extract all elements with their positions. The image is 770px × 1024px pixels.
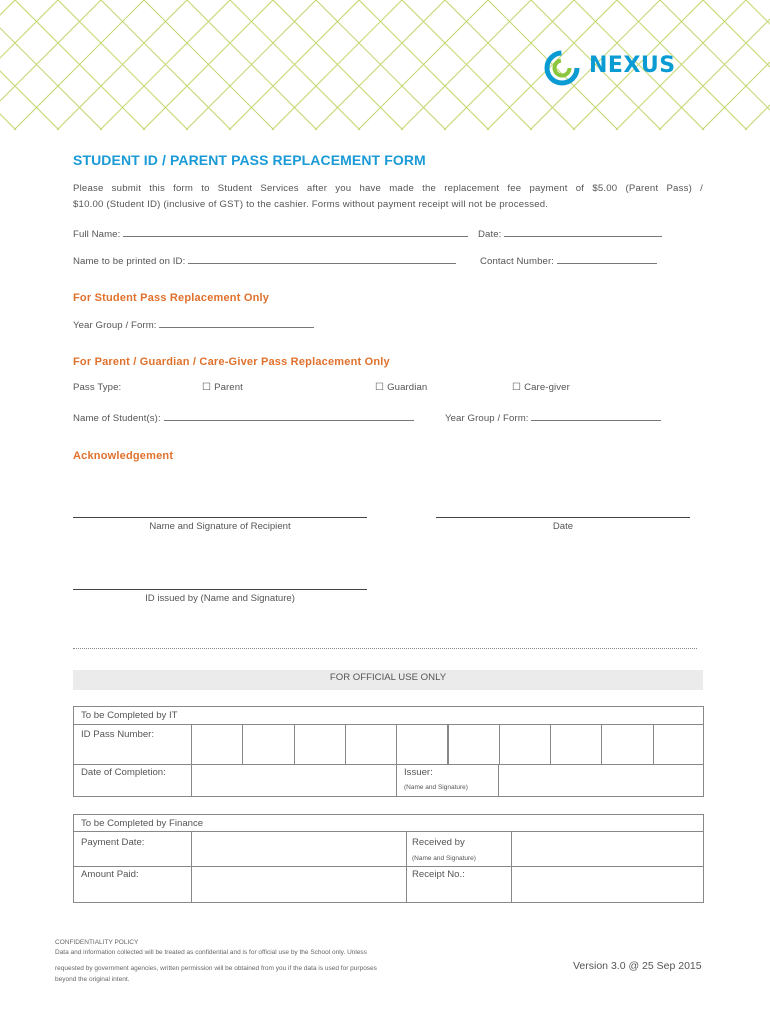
- lattice-line: [57, 0, 187, 130]
- full-name-label: Full Name:: [73, 229, 121, 240]
- lattice-line: [15, 0, 145, 130]
- name-on-id-label: Name to be printed on ID:: [73, 256, 186, 267]
- option-caregiver[interactable]: [512, 382, 570, 393]
- option-parent-label: Parent: [214, 382, 243, 393]
- finance-heading: To be Completed by Finance: [81, 818, 204, 829]
- lattice-line: [273, 0, 403, 130]
- student-section-heading: For Student Pass Replacement Only: [73, 292, 270, 304]
- received-by-label: Received by: [412, 837, 465, 848]
- received-by-note: (Name and Signature): [412, 855, 476, 862]
- name-on-id-field[interactable]: [188, 253, 456, 264]
- id-pass-digit-box[interactable]: [601, 724, 653, 765]
- logo-wordmark: NEXUS: [589, 53, 676, 78]
- option-guardian-label: Guardian: [387, 382, 428, 393]
- student-names-label: Name of Student(s):: [73, 413, 161, 424]
- lattice-line: [0, 0, 102, 130]
- student-names-field[interactable]: [164, 410, 414, 421]
- id-pass-digit-box[interactable]: [191, 724, 243, 765]
- issued-by-caption: ID issued by (Name and Signature): [145, 593, 295, 604]
- option-guardian[interactable]: [375, 382, 427, 393]
- policy-line-3: beyond the original intent.: [55, 976, 130, 983]
- option-caregiver-label: Care-giver: [524, 382, 570, 393]
- lattice-line: [272, 0, 402, 130]
- completion-date-field[interactable]: [191, 764, 397, 797]
- id-pass-digit-box[interactable]: [294, 724, 346, 765]
- issued-by-line[interactable]: [73, 589, 367, 590]
- lattice-line: [315, 0, 445, 130]
- ack-date-line[interactable]: [436, 517, 690, 518]
- receipt-no-field[interactable]: [511, 866, 704, 903]
- lattice-line: [0, 0, 58, 130]
- intro-line-1: Please submit this form to Student Services after you have made the replacement fee payment of $5.00 (Parent Pass) /: [73, 183, 703, 194]
- option-parent[interactable]: [202, 382, 243, 393]
- date-label: Date:: [478, 229, 502, 240]
- nexus-swirl-icon: [543, 49, 583, 87]
- student-names-row: [73, 410, 414, 424]
- lattice-line: [359, 0, 489, 130]
- acknowledgement-heading: Acknowledgement: [73, 450, 174, 462]
- lattice-line: [186, 0, 316, 130]
- lattice-line: [401, 0, 531, 130]
- lattice-line: [0, 0, 16, 130]
- version-label: Version 3.0 @ 25 Sep 2015: [573, 960, 702, 972]
- parent-year-field[interactable]: [531, 410, 661, 421]
- lattice-line: [58, 0, 188, 130]
- id-pass-digit-box[interactable]: [550, 724, 602, 765]
- completion-label: Date of Completion:: [81, 767, 166, 778]
- lattice-line: [0, 0, 59, 130]
- guardian-checkbox-icon[interactable]: ☐: [375, 382, 385, 393]
- ack-date-caption: Date: [552, 521, 574, 532]
- id-pass-digit-box[interactable]: [396, 724, 448, 765]
- parent-checkbox-icon[interactable]: ☐: [202, 382, 212, 393]
- it-heading: To be Completed by IT: [81, 710, 178, 721]
- name-on-id-row: [73, 253, 456, 267]
- pass-type-label: Pass Type:: [73, 382, 122, 393]
- recipient-signature-caption: Name and Signature of Recipient: [149, 521, 291, 532]
- payment-date-label: Payment Date:: [81, 837, 145, 848]
- lattice-line: [0, 0, 101, 130]
- intro-text: [73, 181, 703, 213]
- id-pass-digit-box[interactable]: [653, 724, 704, 765]
- lattice-line: [358, 0, 488, 130]
- contact-field[interactable]: [557, 253, 657, 264]
- policy-line-2: requested by government agencies, written permission will be obtained from you if the data is used for purposes: [55, 965, 377, 972]
- lattice-line: [143, 0, 273, 130]
- id-pass-digit-box[interactable]: [499, 724, 551, 765]
- lattice-line: [0, 0, 15, 130]
- issuer-note: (Name and Signature): [404, 784, 468, 791]
- intro-line-2: $10.00 (Student ID) (inclusive of GST) to the cashier. Forms without payment receipt will not be processed.: [73, 199, 549, 210]
- lattice-line: [187, 0, 317, 130]
- policy-line-1: Data and information collected will be treated as confidential and is for official use by the School only. Unless: [55, 949, 367, 956]
- divider-dotted: [73, 648, 697, 649]
- issuer-field[interactable]: [498, 764, 704, 797]
- issuer-label: Issuer:: [404, 767, 433, 778]
- id-pass-digit-box[interactable]: [448, 724, 500, 765]
- official-use-banner: FOR OFFICIAL USE ONLY: [73, 670, 703, 690]
- id-pass-digit-box[interactable]: [345, 724, 397, 765]
- it-table: [73, 706, 704, 797]
- receipt-no-label: Receipt No.:: [412, 869, 465, 880]
- id-pass-digit-box[interactable]: [242, 724, 294, 765]
- confidentiality-policy: [55, 938, 465, 984]
- lattice-line: [316, 0, 446, 130]
- amount-paid-label: Amount Paid:: [81, 869, 139, 880]
- lattice-line: [144, 0, 274, 130]
- contact-label: Contact Number:: [480, 256, 555, 267]
- date-field[interactable]: [504, 226, 662, 237]
- lattice-line: [230, 0, 360, 130]
- lattice-line: [14, 0, 144, 130]
- parent-year-label: Year Group / Form:: [445, 413, 529, 424]
- parent-year-row: [445, 410, 661, 424]
- contact-row: [480, 253, 657, 267]
- date-row: [478, 226, 662, 240]
- lattice-line: [703, 0, 770, 130]
- recipient-signature-line[interactable]: [73, 517, 367, 518]
- id-pass-label: ID Pass Number:: [81, 729, 155, 740]
- lattice-line: [101, 0, 231, 130]
- received-by-field[interactable]: [511, 831, 704, 867]
- student-year-row: [73, 317, 314, 331]
- full-name-row: [73, 226, 468, 240]
- finance-table: [73, 814, 704, 903]
- full-name-field[interactable]: [123, 226, 468, 237]
- policy-title: CONFIDENTIALITY POLICY: [55, 939, 139, 946]
- student-year-label: Year Group / Form:: [73, 320, 157, 331]
- payment-date-field[interactable]: [191, 831, 407, 867]
- nexus-logo: [543, 49, 683, 87]
- parent-section-heading: For Parent / Guardian / Care-Giver Pass Replacement Only: [73, 356, 390, 368]
- caregiver-checkbox-icon[interactable]: ☐: [512, 382, 522, 393]
- lattice-line: [100, 0, 230, 130]
- lattice-line: [229, 0, 359, 130]
- lattice-line: [402, 0, 532, 130]
- amount-paid-field[interactable]: [191, 866, 407, 903]
- form-title: STUDENT ID / PARENT PASS REPLACEMENT FORM: [73, 152, 426, 168]
- lattice-line: [702, 0, 770, 130]
- student-year-field[interactable]: [159, 317, 314, 328]
